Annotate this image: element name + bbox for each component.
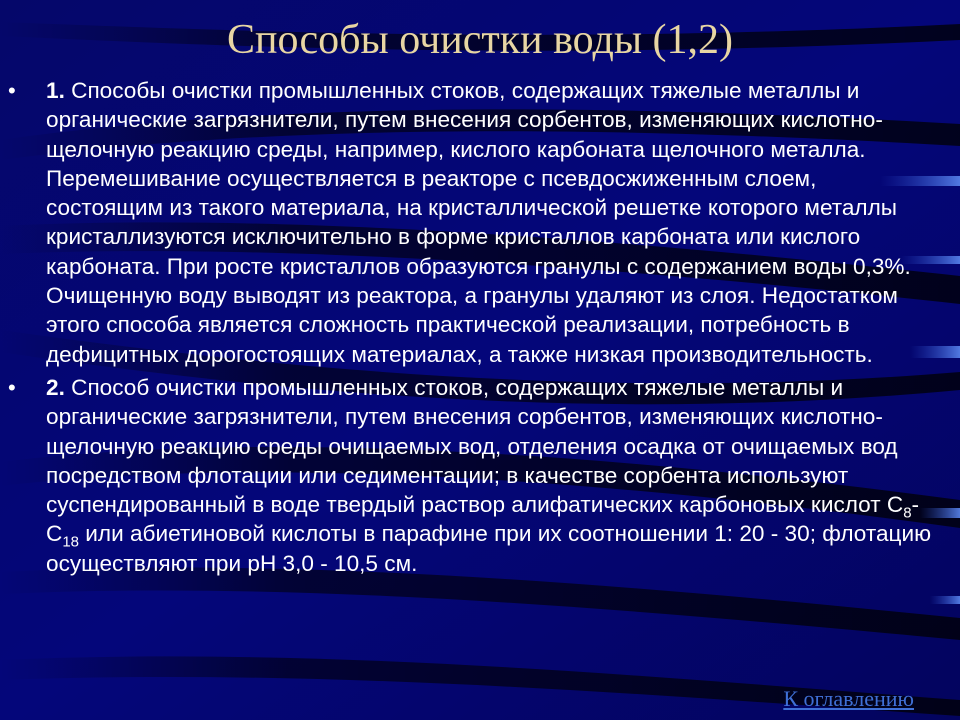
item-number: 1. [46,78,65,103]
item-text-after: или абиетиновой кислоты в парафине при их соотношении 1: 20 - 30; флотацию осуществляют при pH 3,0 - 10,5 см. [46,521,932,576]
table-of-contents-link[interactable]: К оглавлению [783,686,914,711]
formula-dash: - [911,492,920,518]
bullet-icon: • [8,78,16,103]
bullet-item-2 [0,373,936,578]
formula-carbon-1: С [886,492,904,518]
bullet-item-1 [0,76,936,369]
formula-carbon-2: С [46,521,63,547]
item-text-before: Способ очистки промышленных стоков, содержащих тяжелые металлы и органические загрязнители, путем внесения сорбентов, изменяющих кислотно-щелочную реакцию среды очищаемых вод, отделения осадка от очищаемых вод посредством флотации или седиментации; в качестве сорбента используют суспендированный в воде твердый раствор алифатических карбоновых кислот [46,374,898,518]
slide-title: Способы очистки воды (1,2) [226,17,734,63]
formula-subscript-1: 8 [903,504,912,522]
bullet-list [0,76,960,578]
formula-subscript-2: 18 [62,533,80,551]
item-number: 2. [46,374,65,400]
bullet-icon: • [8,374,16,400]
item-text: Способы очистки промышленных стоков, содержащих тяжелые металлы и органические загрязнители, путем внесения сорбентов, изменяющих кислотно-щелочную реакцию среды, например, кислого карбоната щелочного металла. Перемешивание осуществляется в реакторе с псевдосжиженным слоем, состоящим из такого материала, на кристаллической решетке которого металлы кристаллизуются исключительно в форме кристаллов карбоната или кислого карбоната. При росте кристаллов образуются гранулы с содержанием воды 0,3%. Очищенную воду выводят из реактора, а гранулы удаляют из слоя. Недостатком этого способа является сложность практической реализации, потребность в дефицитных дорогостоящих материалах, а также низкая производительность. [46,78,911,367]
